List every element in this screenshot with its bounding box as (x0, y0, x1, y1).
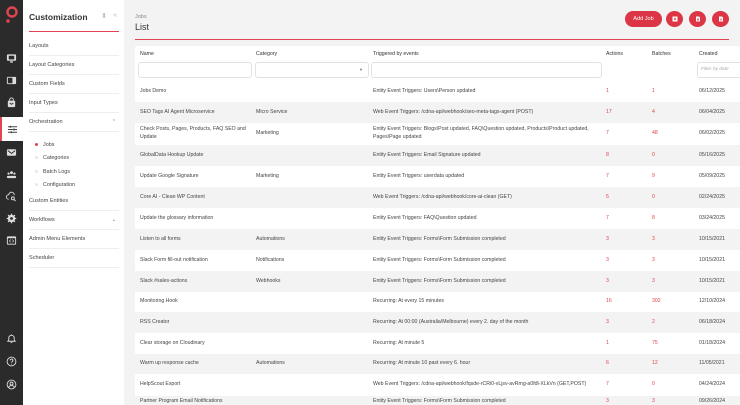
sidebar-item-admin-menu-elements[interactable]: Admin Menu Elements (29, 230, 119, 249)
job-trigger: Web Event Triggers: /cdna-api/webhook/seo-meta-tags-agent (POST) (373, 108, 534, 115)
dropdown-caret-icon: ▼ (359, 67, 363, 72)
job-created-date: 02/24/2025 (699, 193, 725, 200)
collapse-sidebar-icon[interactable]: « (113, 12, 117, 19)
job-trigger: Recurring: At minute 5 (373, 339, 425, 346)
import-button[interactable] (666, 11, 683, 27)
sidebar-item-layouts[interactable]: Layouts (29, 37, 119, 56)
date-filter-placeholder: Filter by date (701, 67, 729, 72)
job-name[interactable]: SEO Tags AI Agent Microservice (140, 108, 215, 115)
job-batches-count[interactable]: 3 (652, 235, 655, 242)
job-batches-count[interactable]: 2 (652, 318, 655, 325)
table-row[interactable] (135, 374, 740, 396)
user-circle-icon (6, 379, 17, 390)
column-header-batches[interactable]: Batches (652, 51, 671, 57)
rail-customization[interactable] (0, 117, 23, 141)
export-button[interactable] (689, 11, 706, 27)
job-created-date: 06/12/2025 (699, 88, 725, 95)
job-name[interactable]: Jobs Demo (140, 88, 167, 95)
layout-icon (6, 75, 17, 86)
job-actions-count[interactable]: 3 (606, 277, 609, 284)
pdf-icon (718, 16, 724, 22)
sidebar-item-workflows[interactable]: Workflows ⌄ (29, 211, 119, 230)
job-actions-count[interactable]: 8 (606, 151, 609, 158)
job-trigger: Entity Event Triggers: Forms\Form Submission completed (373, 235, 506, 242)
rail-cloud[interactable] (0, 185, 23, 207)
job-created-date: 06/02/2025 (699, 130, 725, 137)
job-created-date: 05/16/2025 (699, 151, 725, 158)
job-trigger: Entity Event Triggers: userdata updated (373, 172, 465, 179)
table-row[interactable] (135, 102, 740, 123)
job-batches-count[interactable]: 0 (652, 193, 655, 200)
job-created-date: 06/18/2024 (699, 318, 725, 325)
job-batches-count[interactable]: 302 (652, 298, 661, 305)
job-name[interactable]: Update the glossary information (140, 214, 214, 221)
job-trigger: Recurring: At minute 10 past every 6. hour (373, 360, 471, 367)
sidebar-subitem-jobs[interactable]: Jobs (35, 139, 54, 151)
chevron-up-icon: ⌃ (111, 119, 116, 125)
sidebar (23, 0, 124, 405)
job-batches-count[interactable]: 75 (652, 339, 658, 346)
rail-help[interactable] (0, 350, 23, 372)
bell-icon (6, 333, 17, 344)
chevron-down-icon: ⌄ (111, 217, 116, 223)
active-dot-icon (35, 143, 38, 146)
job-category: Micro Service (256, 108, 288, 115)
sidebar-item-custom-entities[interactable]: Custom Entities (29, 192, 119, 211)
job-batches-count[interactable]: 3 (652, 256, 655, 263)
job-name[interactable]: Partner Program Email Notifications (140, 398, 223, 404)
job-created-date: 04/24/2024 (699, 381, 725, 388)
sidebar-item-custom-fields[interactable]: Custom Fields (29, 75, 119, 94)
add-job-button[interactable]: Add Job (625, 11, 662, 27)
sidebar-subitem-categories[interactable]: Categories (35, 152, 69, 164)
job-batches-count[interactable]: 8 (652, 214, 655, 221)
job-batches-count[interactable]: 3 (652, 398, 655, 404)
job-actions-count[interactable]: 7 (606, 381, 609, 388)
import-icon (672, 16, 678, 22)
job-created-date: 03/24/2025 (699, 214, 725, 221)
job-name[interactable]: Listen to all forms (140, 235, 181, 242)
table-row[interactable] (135, 312, 740, 333)
job-batches-count[interactable]: 3 (652, 277, 655, 284)
help-icon (6, 356, 17, 367)
job-name[interactable]: Warm up response cache (140, 360, 199, 367)
table-row[interactable] (135, 333, 740, 354)
logo-icon (5, 5, 18, 25)
job-actions-count[interactable]: 1 (606, 339, 609, 346)
job-category: Notifications (256, 256, 285, 263)
job-trigger: Recurring: At every 15 minutes (373, 298, 444, 305)
pdf-export-button[interactable] (712, 11, 729, 27)
column-header-actions[interactable]: Actions (606, 51, 624, 57)
job-batches-count[interactable]: 9 (652, 172, 655, 179)
cloud-search-icon (6, 191, 17, 202)
dot-icon (35, 183, 38, 186)
rail-settings[interactable] (0, 207, 23, 229)
job-created-date: 12/10/2024 (699, 298, 725, 305)
breadcrumb[interactable]: Jobs (135, 14, 147, 20)
job-name[interactable]: Slack Form fill-out notification (140, 256, 208, 263)
header-divider (135, 39, 729, 40)
sidebar-item-layout-categories[interactable]: Layout Categories (29, 56, 119, 75)
table-row[interactable] (135, 82, 740, 102)
job-name[interactable]: Update Google Signature (140, 172, 199, 179)
column-header-created[interactable]: Created (699, 51, 718, 57)
job-batches-count[interactable]: 1 (652, 88, 655, 95)
job-created-date: 10/15/2021 (699, 277, 725, 284)
job-category: Marketing (256, 130, 279, 137)
sidebar-subitem-batch-logs[interactable]: Batch Logs (35, 166, 70, 178)
job-name[interactable]: Clear storage on Cloudinary (140, 339, 205, 346)
job-actions-count[interactable]: 6 (606, 360, 609, 367)
name-filter-input[interactable] (138, 62, 252, 78)
mail-icon (6, 147, 17, 158)
job-name[interactable]: Check Posts, Pages, Products, FAQ SEO and Update (140, 126, 246, 140)
job-actions-count[interactable]: 3 (606, 256, 609, 263)
job-name[interactable]: Slack #sales-actions (140, 277, 188, 284)
job-name[interactable]: Monitoring Hook (140, 298, 178, 305)
job-trigger: Web Event Triggers: /cdna-api/webhook/fqsde-rCRi0-vLjsv-avRmg-a0fdl-XLkVn (GET,POST) (373, 381, 587, 388)
job-batches-count[interactable]: 48 (652, 130, 658, 137)
job-trigger: Entity Event Triggers: Email Signature updated (373, 151, 481, 158)
rail-admin[interactable] (0, 229, 23, 251)
column-header-triggered[interactable]: Triggered by events (373, 51, 419, 57)
table-row[interactable] (135, 208, 740, 229)
job-name[interactable]: Core AI - Clean WP Content (140, 193, 205, 200)
job-batches-count[interactable]: 4 (652, 108, 655, 115)
job-trigger: Entity Event Triggers: FAQ\Question updated (373, 214, 477, 221)
table-row[interactable] (135, 250, 740, 271)
rail-profile[interactable] (0, 373, 23, 395)
job-created-date: 11/05/2021 (699, 360, 725, 367)
table-row[interactable] (135, 271, 740, 292)
table-row[interactable] (135, 292, 740, 312)
table-row[interactable] (135, 229, 740, 250)
table-row[interactable] (135, 166, 740, 187)
job-trigger: Entity Event Triggers: Forms\Form Submission completed (373, 398, 506, 404)
job-trigger: Web Event Triggers: /cdna-api/webhook/core-ai-clean (GET) (373, 193, 512, 200)
rail-monitor[interactable] (0, 47, 23, 69)
job-trigger: Entity Event Triggers: Users\Person updated (373, 88, 476, 95)
icon-rail (0, 0, 23, 405)
job-created-date: 10/15/2021 (699, 235, 725, 242)
job-created-date: 10/15/2021 (699, 256, 725, 263)
table-row[interactable] (135, 145, 740, 166)
rail-users[interactable] (0, 163, 23, 185)
rail-layout[interactable] (0, 69, 23, 91)
job-batches-count[interactable]: 0 (652, 151, 655, 158)
job-actions-count[interactable]: 17 (606, 108, 612, 115)
job-actions-count[interactable]: 1 (606, 88, 609, 95)
job-batches-count[interactable]: 12 (652, 360, 658, 367)
job-actions-count[interactable]: 16 (606, 298, 612, 305)
job-name[interactable]: HelpScout Export (140, 381, 181, 388)
dot-icon (35, 170, 38, 173)
gear-icon (6, 213, 17, 224)
job-actions-count[interactable]: 3 (606, 318, 609, 325)
export-icon (695, 16, 701, 22)
shopping-bag-icon (6, 97, 17, 108)
table-row[interactable] (135, 354, 740, 374)
column-header-name[interactable]: Name (140, 51, 154, 57)
sliders-icon (7, 124, 18, 135)
column-header-category[interactable]: Category (256, 51, 278, 57)
job-trigger: Recurring: At 00:00 (Australia/Melbourne) every 2. day of the month (373, 318, 529, 325)
users-icon (6, 169, 17, 180)
job-category: Marketing (256, 172, 279, 179)
job-name[interactable]: RSS Creator (140, 318, 170, 325)
job-actions-count[interactable]: 7 (606, 214, 609, 221)
job-actions-count[interactable]: 7 (606, 172, 609, 179)
created-date-filter[interactable] (697, 62, 740, 78)
sidebar-subitem-configuration[interactable]: Configuration (35, 179, 75, 191)
sidebar-item-scheduler[interactable]: Scheduler (29, 249, 119, 268)
code-window-icon (6, 235, 17, 246)
page-title: List (135, 22, 150, 32)
triggered-filter-input[interactable] (371, 62, 602, 78)
job-trigger: Entity Event Triggers: Blogs\Post updated, FAQ\Question updated, Products\Product updated, Pages\Page updated (373, 126, 589, 140)
monitor-icon (6, 53, 17, 64)
rail-shop[interactable] (0, 91, 23, 113)
sidebar-item-input-types[interactable]: Input Types (29, 94, 119, 113)
category-filter-select[interactable] (255, 62, 369, 78)
sidebar-header (29, 10, 119, 32)
job-category: Automations (256, 360, 285, 367)
table-row[interactable] (135, 187, 740, 208)
table-row[interactable] (135, 123, 740, 145)
job-actions-count[interactable]: 3 (606, 398, 609, 404)
sidebar-title: Customization (29, 12, 88, 22)
job-actions-count[interactable]: 5 (606, 193, 609, 200)
rail-mail[interactable] (0, 141, 23, 163)
job-created-date: 06/04/2025 (699, 108, 725, 115)
job-category: Webhooks (256, 277, 281, 284)
job-trigger: Entity Event Triggers: Forms\Form Submission completed (373, 277, 506, 284)
job-created-date: 09/26/2024 (699, 398, 725, 404)
table-row[interactable] (135, 396, 740, 405)
job-created-date: 01/18/2024 (699, 339, 725, 346)
job-actions-count[interactable]: 7 (606, 130, 609, 137)
job-created-date: 05/09/2025 (699, 172, 725, 179)
pin-icon[interactable]: ⬍ (101, 13, 107, 20)
sidebar-item-orchestration[interactable]: Orchestration ⌃ (29, 113, 119, 132)
job-trigger: Entity Event Triggers: Forms\Form Submission completed (373, 256, 506, 263)
job-name[interactable]: GlobalData Hookup Update (140, 151, 204, 158)
rail-notifications[interactable] (0, 327, 23, 349)
job-batches-count[interactable]: 0 (652, 381, 655, 388)
job-category: Automations (256, 235, 285, 242)
job-actions-count[interactable]: 3 (606, 235, 609, 242)
dot-icon (35, 156, 38, 159)
